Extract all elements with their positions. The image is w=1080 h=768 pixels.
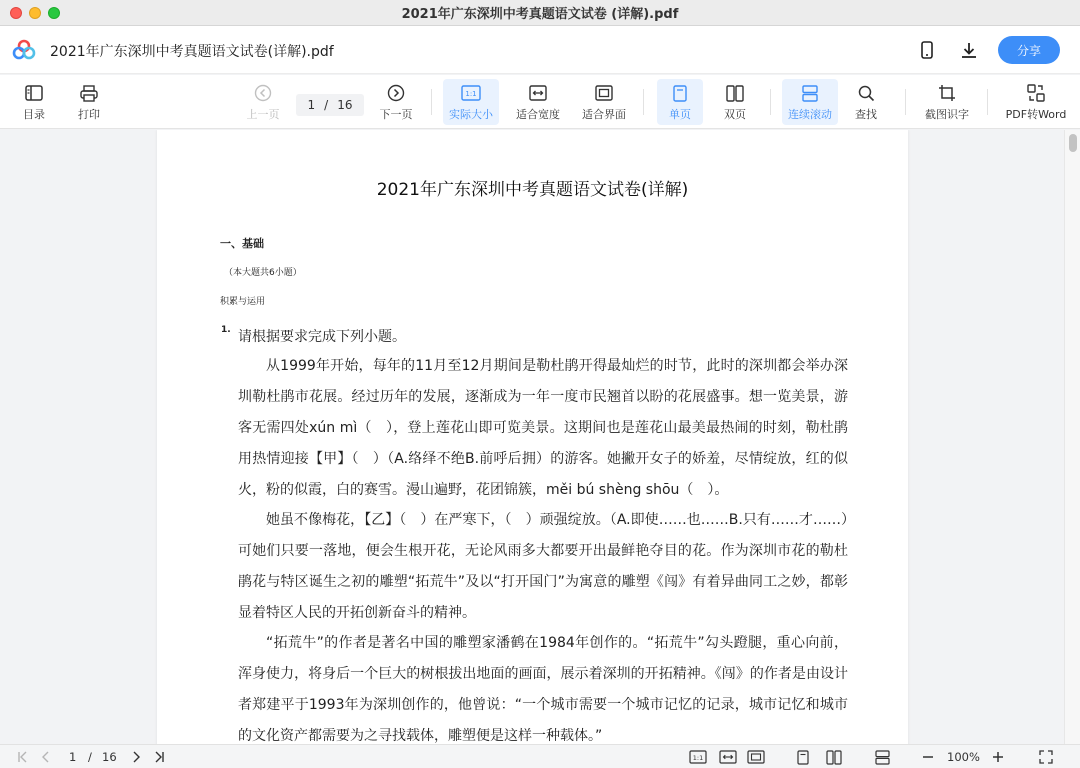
screenshot-ocr-button[interactable] bbox=[920, 79, 974, 125]
toolbar-divider bbox=[643, 89, 644, 115]
actual-size-label: 实际大小 bbox=[449, 108, 493, 121]
fit-width-icon bbox=[527, 82, 549, 104]
continuous-scroll-button[interactable] bbox=[782, 79, 838, 125]
chevron-left-circle-icon bbox=[252, 82, 274, 104]
app-logo-icon bbox=[12, 38, 36, 62]
window-titlebar bbox=[0, 0, 1080, 26]
prev-page-label: 上一页 bbox=[246, 108, 280, 121]
double-page-label: 双页 bbox=[724, 108, 746, 121]
print-button[interactable] bbox=[69, 79, 109, 125]
double-page-icon[interactable] bbox=[824, 749, 844, 765]
question-number: 1. bbox=[221, 325, 231, 335]
zoom-in-icon[interactable] bbox=[990, 749, 1006, 765]
minimize-window-button[interactable] bbox=[29, 7, 41, 19]
page-number-field[interactable] bbox=[296, 94, 364, 116]
actual-size-icon[interactable] bbox=[688, 749, 708, 765]
section-subheading: 积累与运用 bbox=[220, 297, 266, 307]
fullscreen-icon[interactable] bbox=[1036, 749, 1056, 765]
prev-page-icon[interactable] bbox=[38, 749, 54, 765]
continuous-scroll-label: 连续滚动 bbox=[788, 108, 832, 121]
crop-icon bbox=[936, 82, 958, 104]
pdf-page bbox=[157, 130, 908, 744]
zoom-out-icon[interactable] bbox=[920, 749, 936, 765]
section-note: （本大题共6小题） bbox=[224, 268, 302, 278]
single-page-button[interactable] bbox=[657, 79, 703, 125]
continuous-scroll-icon[interactable] bbox=[872, 749, 892, 765]
total-pages: 16 bbox=[337, 98, 353, 112]
paragraph: 从1999年开始，每年的11月至12月期间是勒杜鹃开得最灿烂的时节，此时的深圳都会举办深圳勒杜鹃市花展。经过历年的发展，逐渐成为一年一度市民翘首以盼的花展盛事。想一览美景，游客无需四处xún mì（ ），登上莲花山即可览美景。这期间也是莲花山最美最热闹的时刻，勒杜鹃用热情迎接【甲】（ ）（A.络绎不绝B.前呼后拥）的游客。她撇开女子的娇羞，尽情绽放，红的似火，粉的似霞，白的赛雪。漫山遍野，花团锦簇，měi bú shèng shōu（ ）。 bbox=[238, 358, 848, 498]
download-icon[interactable] bbox=[958, 39, 980, 61]
chevron-right-circle-icon bbox=[385, 82, 407, 104]
status-bar bbox=[0, 744, 1080, 768]
close-window-button[interactable] bbox=[10, 7, 22, 19]
current-page: 1 bbox=[307, 98, 316, 112]
document-title: 2021年广东深圳中考真题语文试卷(详解) bbox=[376, 180, 689, 200]
scrollbar-thumb[interactable] bbox=[1069, 134, 1077, 152]
double-page-icon bbox=[724, 82, 746, 104]
actual-size-button[interactable] bbox=[443, 79, 499, 125]
zoom-window-button[interactable] bbox=[48, 7, 60, 19]
single-page-icon bbox=[669, 82, 691, 104]
pdf-to-word-label: PDF转Word bbox=[1005, 108, 1067, 121]
toolbar bbox=[0, 75, 1080, 129]
window-title: 2021年广东深圳中考真题语文试卷 (详解).pdf bbox=[401, 7, 679, 22]
screenshot-ocr-label: 截图识字 bbox=[925, 108, 969, 121]
search-icon bbox=[855, 82, 877, 104]
single-page-icon[interactable] bbox=[794, 749, 812, 765]
section-heading: 一、基础 bbox=[220, 237, 264, 250]
sidebar-icon bbox=[23, 82, 45, 104]
status-actual-size-badge: 1:1 bbox=[692, 754, 704, 762]
zoom-level[interactable]: 100% bbox=[947, 750, 980, 764]
actual-size-icon bbox=[460, 82, 482, 104]
toc-button[interactable] bbox=[14, 79, 54, 125]
fit-width-label: 适合宽度 bbox=[516, 108, 560, 121]
fit-width-icon[interactable] bbox=[718, 749, 738, 765]
paragraph: “拓荒牛”的作者是著名中国的雕塑家潘鹤在1984年创作的。“拓荒牛”勾头蹬腿，重心向前，浑身使力，将身后一个巨大的树根拔出地面的画面，展示着深圳的开拓精神。《闯》的作者是由设计者郑建平于1993年为深圳创作的，他曾说：“一个城市需要一个城市记忆的记录，城市记忆和城市的文化资产都需要为之寻找载体，雕塑便是这样一种载体。” bbox=[238, 635, 848, 744]
next-page-label: 下一页 bbox=[379, 108, 413, 121]
status-total-pages: 16 bbox=[102, 750, 117, 764]
toolbar-divider bbox=[905, 89, 906, 115]
share-button[interactable]: 分享 bbox=[998, 36, 1060, 64]
find-label: 查找 bbox=[855, 108, 877, 121]
mobile-icon[interactable] bbox=[916, 39, 938, 61]
paragraph: 她虽不像梅花，【乙】（ ）在严寒下，（ ）顽强绽放。（A.即使……也……B.只有……才……）可她们只要一落地，便会生根开花，无论风雨多大都要开出最鲜艳夺目的花。作为深圳市花的勒杜鹃花与特区诞生之初的雕塑“拓荒牛”及以“打开国门”为寓意的雕塑《闯》有着异曲同工之妙，都彰显着特区人民的开拓创新奋斗的精神。 bbox=[238, 512, 848, 621]
fit-page-icon bbox=[593, 82, 615, 104]
first-page-icon[interactable] bbox=[14, 749, 32, 765]
fit-page-label: 适合界面 bbox=[582, 108, 626, 121]
prev-page-button[interactable] bbox=[243, 79, 283, 125]
convert-icon bbox=[1025, 82, 1047, 104]
document-viewport[interactable] bbox=[0, 130, 1080, 744]
find-button[interactable] bbox=[846, 79, 886, 125]
status-current-page[interactable]: 1 bbox=[69, 750, 77, 764]
file-name: 2021年广东深圳中考真题语文试卷(详解).pdf bbox=[50, 44, 334, 60]
question-text: 请根据要求完成下列小题。 bbox=[238, 329, 406, 345]
single-page-label: 单页 bbox=[669, 108, 691, 121]
window-controls bbox=[10, 7, 60, 19]
next-page-button[interactable] bbox=[376, 79, 416, 125]
next-page-icon[interactable] bbox=[128, 749, 144, 765]
page-separator: / bbox=[324, 98, 329, 112]
fit-page-button[interactable] bbox=[578, 79, 630, 125]
toolbar-divider bbox=[431, 89, 432, 115]
printer-icon bbox=[78, 82, 100, 104]
status-page-separator: / bbox=[88, 750, 92, 764]
toolbar-divider bbox=[770, 89, 771, 115]
last-page-icon[interactable] bbox=[150, 749, 168, 765]
toc-label: 目录 bbox=[23, 108, 45, 121]
vertical-scrollbar[interactable] bbox=[1064, 130, 1080, 744]
continuous-scroll-icon bbox=[799, 82, 821, 104]
toolbar-divider bbox=[987, 89, 988, 115]
pdf-to-word-button[interactable] bbox=[1000, 79, 1072, 125]
fit-width-button[interactable] bbox=[512, 79, 564, 125]
app-header bbox=[0, 26, 1080, 74]
fit-page-icon[interactable] bbox=[746, 749, 766, 765]
actual-size-badge: 1:1 bbox=[465, 90, 477, 98]
print-label: 打印 bbox=[78, 108, 100, 121]
double-page-button[interactable] bbox=[713, 79, 757, 125]
